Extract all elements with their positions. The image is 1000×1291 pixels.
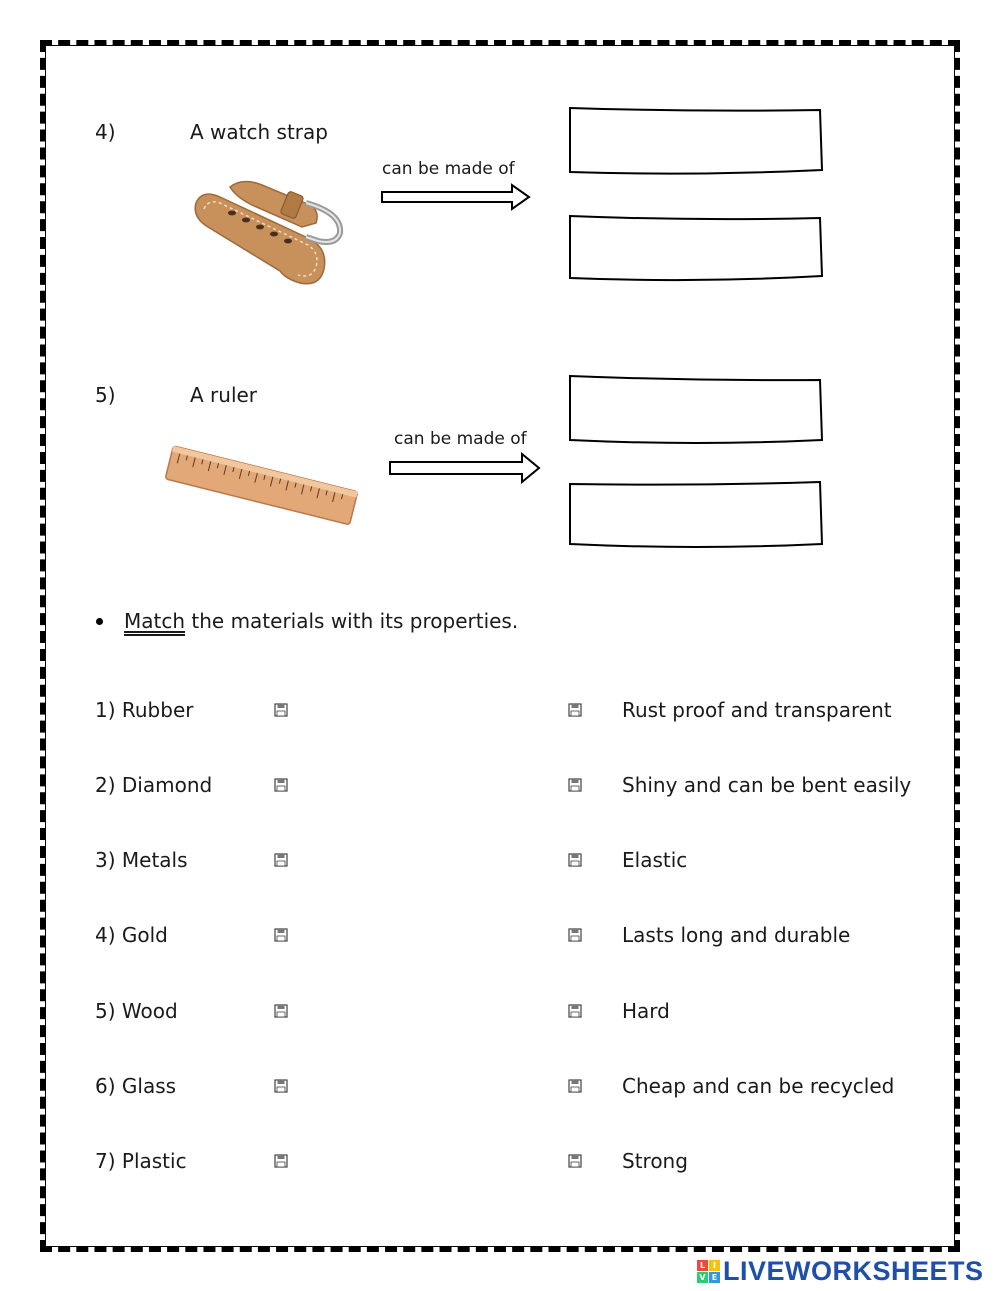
match-point-icon[interactable] xyxy=(568,778,582,792)
answer-box-4b[interactable] xyxy=(566,212,826,284)
match-point-icon[interactable] xyxy=(274,703,288,717)
match-point-icon[interactable] xyxy=(568,1004,582,1018)
match-point-icon[interactable] xyxy=(274,1079,288,1093)
question-5-number: 5) xyxy=(95,383,116,407)
liveworksheets-brand[interactable] xyxy=(697,1256,984,1286)
material-item: 3) Metals xyxy=(95,848,188,872)
watch-strap-image xyxy=(190,175,350,299)
ruler-image xyxy=(160,440,365,539)
answer-box-5a[interactable] xyxy=(566,372,826,446)
brand-text: LIVEWORKSHEETS xyxy=(723,1255,984,1286)
question-4-title: A watch strap xyxy=(190,120,328,144)
match-point-icon[interactable] xyxy=(568,703,582,717)
property-item: Hard xyxy=(622,999,670,1023)
match-point-icon[interactable] xyxy=(274,928,288,942)
match-point-icon[interactable] xyxy=(568,853,582,867)
match-point-icon[interactable] xyxy=(568,1154,582,1168)
match-point-icon[interactable] xyxy=(274,1004,288,1018)
property-item: Rust proof and transparent xyxy=(622,698,892,722)
material-item: 7) Plastic xyxy=(95,1149,187,1173)
arrow-right-icon xyxy=(381,182,531,216)
match-point-icon[interactable] xyxy=(568,928,582,942)
material-item: 1) Rubber xyxy=(95,698,194,722)
match-instruction xyxy=(124,609,518,633)
match-point-icon[interactable] xyxy=(274,1154,288,1168)
property-item: Shiny and can be bent easily xyxy=(622,773,912,797)
material-item: 2) Diamond xyxy=(95,773,213,797)
match-point-icon[interactable] xyxy=(274,853,288,867)
property-item: Elastic xyxy=(622,848,688,872)
match-instruction-rest: the materials with its properties. xyxy=(185,609,519,633)
question-5-connector: can be made of xyxy=(394,429,527,449)
bullet-dot xyxy=(96,618,103,625)
answer-box-4a[interactable] xyxy=(566,104,826,176)
match-point-icon[interactable] xyxy=(274,778,288,792)
question-4-connector: can be made of xyxy=(382,159,515,179)
question-4-number: 4) xyxy=(95,120,116,144)
property-item: Cheap and can be recycled xyxy=(622,1074,895,1098)
material-item: 4) Gold xyxy=(95,923,168,947)
property-item: Lasts long and durable xyxy=(622,923,851,947)
answer-box-5b[interactable] xyxy=(566,478,826,552)
arrow-right-icon xyxy=(389,452,541,488)
material-item: 6) Glass xyxy=(95,1074,177,1098)
liveworksheets-logo-icon: L I V E xyxy=(697,1260,720,1283)
property-item: Strong xyxy=(622,1149,688,1173)
material-item: 5) Wood xyxy=(95,999,178,1023)
match-keyword: Match xyxy=(124,609,186,633)
match-point-icon[interactable] xyxy=(568,1079,582,1093)
question-5-title: A ruler xyxy=(190,383,258,407)
